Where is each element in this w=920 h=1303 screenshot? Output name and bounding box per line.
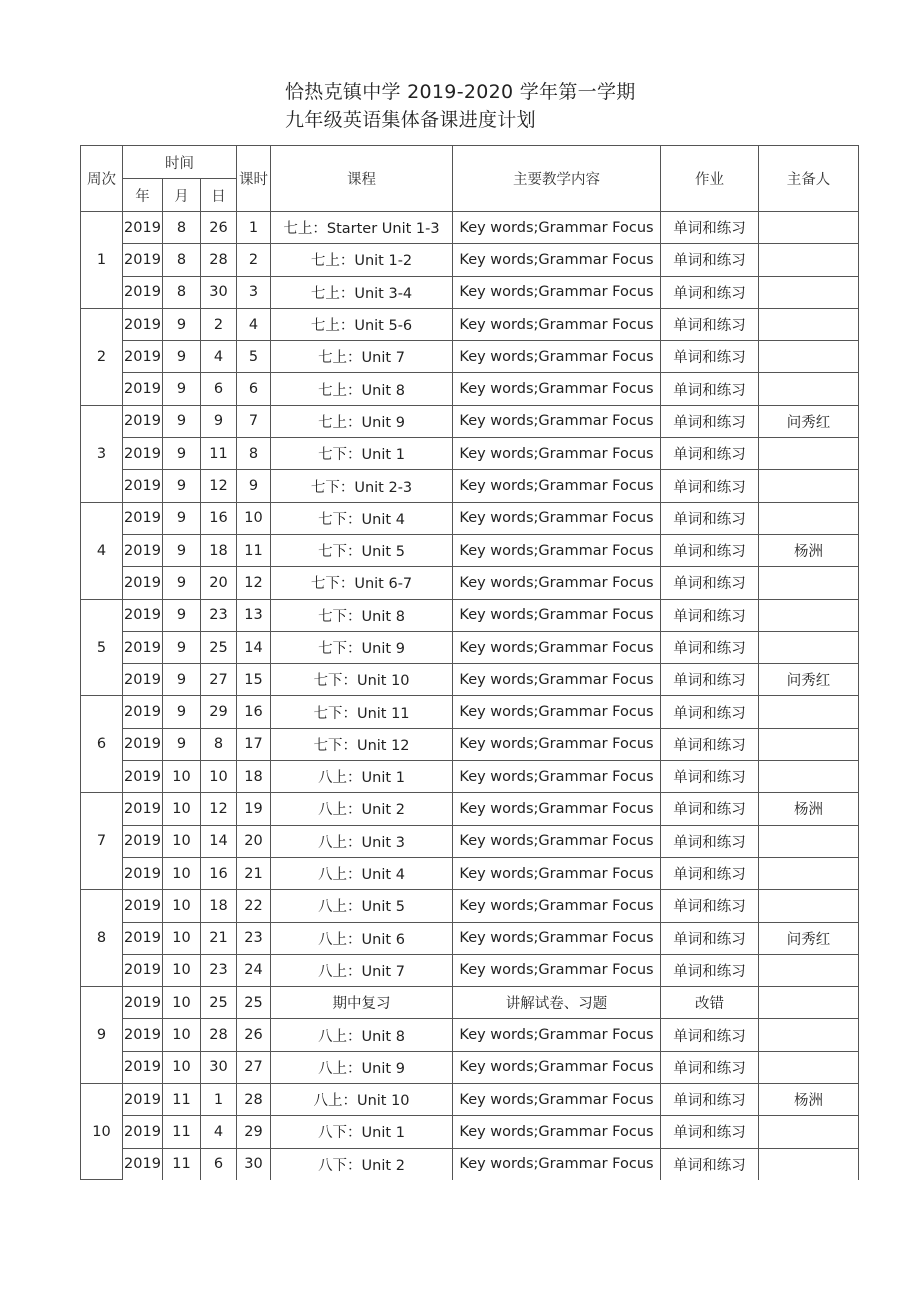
cell-homework: 单词和练习 bbox=[661, 1116, 759, 1148]
cell-year: 2019 bbox=[123, 567, 163, 599]
cell-year: 2019 bbox=[123, 761, 163, 793]
cell-preparer: 杨洲 bbox=[759, 1084, 859, 1116]
cell-preparer bbox=[759, 1148, 859, 1180]
table-row bbox=[81, 244, 859, 276]
cell-month: 9 bbox=[163, 728, 201, 760]
cell-homework: 单词和练习 bbox=[661, 1148, 759, 1180]
cell-day: 16 bbox=[201, 502, 237, 534]
cell-year: 2019 bbox=[123, 825, 163, 857]
cell-homework: 单词和练习 bbox=[661, 825, 759, 857]
cell-lesson: 15 bbox=[237, 664, 271, 696]
cell-course: 七上：Unit 8 bbox=[271, 373, 453, 405]
cell-month: 10 bbox=[163, 922, 201, 954]
cell-month: 8 bbox=[163, 244, 201, 276]
cell-content: Key words;Grammar Focus bbox=[453, 1116, 661, 1148]
cell-month: 11 bbox=[163, 1116, 201, 1148]
table-row bbox=[81, 1148, 859, 1180]
cell-course: 八上：Unit 6 bbox=[271, 922, 453, 954]
cell-lesson: 5 bbox=[237, 341, 271, 373]
cell-day: 4 bbox=[201, 1116, 237, 1148]
table-row bbox=[81, 631, 859, 663]
cell-content: Key words;Grammar Focus bbox=[453, 276, 661, 308]
cell-course: 八上：Unit 3 bbox=[271, 825, 453, 857]
table-row bbox=[81, 341, 859, 373]
table-row bbox=[81, 954, 859, 986]
cell-lesson: 3 bbox=[237, 276, 271, 308]
cell-content: Key words;Grammar Focus bbox=[453, 825, 661, 857]
cell-lesson: 2 bbox=[237, 244, 271, 276]
cell-month: 9 bbox=[163, 341, 201, 373]
cell-content: Key words;Grammar Focus bbox=[453, 857, 661, 889]
cell-month: 8 bbox=[163, 212, 201, 244]
cell-year: 2019 bbox=[123, 1084, 163, 1116]
cell-preparer bbox=[759, 502, 859, 534]
cell-content: Key words;Grammar Focus bbox=[453, 1019, 661, 1051]
cell-preparer bbox=[759, 1116, 859, 1148]
cell-course: 七下：Unit 6-7 bbox=[271, 567, 453, 599]
cell-day: 6 bbox=[201, 1148, 237, 1180]
cell-preparer: 问秀红 bbox=[759, 405, 859, 437]
week-number: 4 bbox=[81, 502, 123, 599]
cell-day: 12 bbox=[201, 470, 237, 502]
cell-month: 11 bbox=[163, 1148, 201, 1180]
cell-year: 2019 bbox=[123, 1116, 163, 1148]
cell-day: 1 bbox=[201, 1084, 237, 1116]
cell-course: 七上：Unit 3-4 bbox=[271, 276, 453, 308]
cell-month: 9 bbox=[163, 599, 201, 631]
cell-content: Key words;Grammar Focus bbox=[453, 696, 661, 728]
cell-day: 11 bbox=[201, 438, 237, 470]
cell-homework: 单词和练习 bbox=[661, 664, 759, 696]
cell-homework: 单词和练习 bbox=[661, 793, 759, 825]
cell-lesson: 13 bbox=[237, 599, 271, 631]
cell-course: 七下：Unit 8 bbox=[271, 599, 453, 631]
cell-year: 2019 bbox=[123, 276, 163, 308]
cell-preparer bbox=[759, 212, 859, 244]
cell-content: 讲解试卷、习题 bbox=[453, 987, 661, 1019]
table-row bbox=[81, 987, 859, 1019]
cell-content: Key words;Grammar Focus bbox=[453, 341, 661, 373]
cell-homework: 单词和练习 bbox=[661, 373, 759, 405]
cell-day: 20 bbox=[201, 567, 237, 599]
cell-course: 八上：Unit 7 bbox=[271, 954, 453, 986]
table-row bbox=[81, 470, 859, 502]
table-row bbox=[81, 922, 859, 954]
cell-homework: 单词和练习 bbox=[661, 696, 759, 728]
cell-year: 2019 bbox=[123, 890, 163, 922]
cell-month: 10 bbox=[163, 857, 201, 889]
cell-content: Key words;Grammar Focus bbox=[453, 1084, 661, 1116]
cell-homework: 改错 bbox=[661, 987, 759, 1019]
cell-lesson: 24 bbox=[237, 954, 271, 986]
cell-year: 2019 bbox=[123, 470, 163, 502]
table-row bbox=[81, 728, 859, 760]
table-row bbox=[81, 664, 859, 696]
cell-year: 2019 bbox=[123, 857, 163, 889]
cell-homework: 单词和练习 bbox=[661, 276, 759, 308]
cell-day: 2 bbox=[201, 308, 237, 340]
cell-homework: 单词和练习 bbox=[661, 212, 759, 244]
cell-content: Key words;Grammar Focus bbox=[453, 567, 661, 599]
cell-year: 2019 bbox=[123, 954, 163, 986]
cell-homework: 单词和练习 bbox=[661, 308, 759, 340]
cell-year: 2019 bbox=[123, 1051, 163, 1083]
cell-lesson: 8 bbox=[237, 438, 271, 470]
cell-content: Key words;Grammar Focus bbox=[453, 438, 661, 470]
cell-preparer bbox=[759, 696, 859, 728]
cell-preparer: 杨洲 bbox=[759, 793, 859, 825]
header-year: 年 bbox=[123, 179, 163, 212]
cell-content: Key words;Grammar Focus bbox=[453, 761, 661, 793]
header-day: 日 bbox=[201, 179, 237, 212]
cell-month: 9 bbox=[163, 373, 201, 405]
cell-day: 10 bbox=[201, 761, 237, 793]
cell-content: Key words;Grammar Focus bbox=[453, 954, 661, 986]
cell-content: Key words;Grammar Focus bbox=[453, 599, 661, 631]
cell-day: 30 bbox=[201, 276, 237, 308]
cell-month: 9 bbox=[163, 308, 201, 340]
cell-lesson: 4 bbox=[237, 308, 271, 340]
cell-content: Key words;Grammar Focus bbox=[453, 502, 661, 534]
table-row bbox=[81, 1051, 859, 1083]
cell-content: Key words;Grammar Focus bbox=[453, 1148, 661, 1180]
cell-preparer bbox=[759, 244, 859, 276]
cell-day: 18 bbox=[201, 534, 237, 566]
cell-course: 八上：Unit 9 bbox=[271, 1051, 453, 1083]
header-course: 课程 bbox=[271, 146, 453, 212]
week-number: 2 bbox=[81, 308, 123, 405]
cell-course: 八上：Unit 5 bbox=[271, 890, 453, 922]
cell-preparer: 杨洲 bbox=[759, 534, 859, 566]
table-row bbox=[81, 534, 859, 566]
cell-course: 八上：Unit 8 bbox=[271, 1019, 453, 1051]
cell-day: 9 bbox=[201, 405, 237, 437]
cell-year: 2019 bbox=[123, 793, 163, 825]
cell-month: 8 bbox=[163, 276, 201, 308]
cell-course: 期中复习 bbox=[271, 987, 453, 1019]
cell-content: Key words;Grammar Focus bbox=[453, 631, 661, 663]
table-row bbox=[81, 890, 859, 922]
cell-month: 9 bbox=[163, 696, 201, 728]
header-content: 主要教学内容 bbox=[453, 146, 661, 212]
cell-content: Key words;Grammar Focus bbox=[453, 244, 661, 276]
cell-preparer bbox=[759, 857, 859, 889]
cell-month: 9 bbox=[163, 502, 201, 534]
table-row bbox=[81, 438, 859, 470]
header-preparer: 主备人 bbox=[759, 146, 859, 212]
cell-course: 七上：Unit 9 bbox=[271, 405, 453, 437]
cell-year: 2019 bbox=[123, 341, 163, 373]
cell-homework: 单词和练习 bbox=[661, 631, 759, 663]
cell-homework: 单词和练习 bbox=[661, 341, 759, 373]
cell-homework: 单词和练习 bbox=[661, 1019, 759, 1051]
cell-day: 25 bbox=[201, 631, 237, 663]
week-number: 1 bbox=[81, 212, 123, 309]
week-number: 8 bbox=[81, 890, 123, 987]
cell-month: 10 bbox=[163, 1051, 201, 1083]
cell-course: 七上：Starter Unit 1-3 bbox=[271, 212, 453, 244]
cell-month: 9 bbox=[163, 631, 201, 663]
cell-course: 八上：Unit 1 bbox=[271, 761, 453, 793]
cell-lesson: 20 bbox=[237, 825, 271, 857]
cell-homework: 单词和练习 bbox=[661, 728, 759, 760]
cell-homework: 单词和练习 bbox=[661, 567, 759, 599]
table-row bbox=[81, 696, 859, 728]
cell-year: 2019 bbox=[123, 534, 163, 566]
cell-day: 14 bbox=[201, 825, 237, 857]
cell-lesson: 17 bbox=[237, 728, 271, 760]
cell-month: 9 bbox=[163, 664, 201, 696]
table-row bbox=[81, 373, 859, 405]
week-number: 6 bbox=[81, 696, 123, 793]
cell-year: 2019 bbox=[123, 373, 163, 405]
cell-content: Key words;Grammar Focus bbox=[453, 212, 661, 244]
week-number: 9 bbox=[81, 987, 123, 1084]
cell-day: 12 bbox=[201, 793, 237, 825]
cell-lesson: 29 bbox=[237, 1116, 271, 1148]
cell-lesson: 7 bbox=[237, 405, 271, 437]
cell-lesson: 14 bbox=[237, 631, 271, 663]
cell-lesson: 21 bbox=[237, 857, 271, 889]
cell-year: 2019 bbox=[123, 987, 163, 1019]
table-row bbox=[81, 308, 859, 340]
cell-content: Key words;Grammar Focus bbox=[453, 793, 661, 825]
cell-content: Key words;Grammar Focus bbox=[453, 373, 661, 405]
cell-month: 10 bbox=[163, 954, 201, 986]
week-number: 5 bbox=[81, 599, 123, 696]
cell-preparer bbox=[759, 728, 859, 760]
cell-homework: 单词和练习 bbox=[661, 857, 759, 889]
table-row bbox=[81, 793, 859, 825]
cell-month: 10 bbox=[163, 825, 201, 857]
cell-day: 8 bbox=[201, 728, 237, 760]
cell-content: Key words;Grammar Focus bbox=[453, 664, 661, 696]
cell-course: 七下：Unit 9 bbox=[271, 631, 453, 663]
cell-day: 16 bbox=[201, 857, 237, 889]
cell-lesson: 11 bbox=[237, 534, 271, 566]
cell-lesson: 28 bbox=[237, 1084, 271, 1116]
document-subtitle: 九年级英语集体备课进度计划 bbox=[285, 109, 536, 131]
cell-course: 七下：Unit 1 bbox=[271, 438, 453, 470]
table-row bbox=[81, 825, 859, 857]
cell-preparer bbox=[759, 761, 859, 793]
cell-year: 2019 bbox=[123, 438, 163, 470]
table-row bbox=[81, 567, 859, 599]
cell-preparer bbox=[759, 438, 859, 470]
table-row bbox=[81, 599, 859, 631]
cell-course: 八上：Unit 2 bbox=[271, 793, 453, 825]
cell-preparer bbox=[759, 599, 859, 631]
cell-year: 2019 bbox=[123, 308, 163, 340]
cell-course: 七下：Unit 12 bbox=[271, 728, 453, 760]
cell-day: 29 bbox=[201, 696, 237, 728]
cell-homework: 单词和练习 bbox=[661, 599, 759, 631]
cell-homework: 单词和练习 bbox=[661, 1051, 759, 1083]
header-homework: 作业 bbox=[661, 146, 759, 212]
cell-preparer bbox=[759, 1051, 859, 1083]
cell-homework: 单词和练习 bbox=[661, 890, 759, 922]
cell-year: 2019 bbox=[123, 212, 163, 244]
table-row bbox=[81, 212, 859, 244]
week-number: 3 bbox=[81, 405, 123, 502]
cell-lesson: 16 bbox=[237, 696, 271, 728]
cell-lesson: 26 bbox=[237, 1019, 271, 1051]
cell-course: 七下：Unit 4 bbox=[271, 502, 453, 534]
table-row bbox=[81, 1084, 859, 1116]
cell-preparer bbox=[759, 987, 859, 1019]
cell-course: 七上：Unit 5-6 bbox=[271, 308, 453, 340]
cell-content: Key words;Grammar Focus bbox=[453, 922, 661, 954]
cell-day: 23 bbox=[201, 599, 237, 631]
cell-month: 10 bbox=[163, 793, 201, 825]
cell-day: 4 bbox=[201, 341, 237, 373]
header-week: 周次 bbox=[81, 146, 123, 212]
cell-lesson: 23 bbox=[237, 922, 271, 954]
cell-homework: 单词和练习 bbox=[661, 954, 759, 986]
cell-lesson: 22 bbox=[237, 890, 271, 922]
cell-preparer bbox=[759, 567, 859, 599]
table-row bbox=[81, 1019, 859, 1051]
cell-year: 2019 bbox=[123, 502, 163, 534]
cell-lesson: 19 bbox=[237, 793, 271, 825]
cell-course: 八上：Unit 10 bbox=[271, 1084, 453, 1116]
cell-day: 27 bbox=[201, 664, 237, 696]
cell-day: 28 bbox=[201, 244, 237, 276]
cell-year: 2019 bbox=[123, 728, 163, 760]
cell-month: 10 bbox=[163, 987, 201, 1019]
cell-course: 七上：Unit 1-2 bbox=[271, 244, 453, 276]
cell-lesson: 10 bbox=[237, 502, 271, 534]
table-row bbox=[81, 857, 859, 889]
cell-month: 9 bbox=[163, 438, 201, 470]
cell-lesson: 9 bbox=[237, 470, 271, 502]
schedule-table bbox=[80, 145, 859, 1180]
cell-month: 9 bbox=[163, 534, 201, 566]
cell-month: 11 bbox=[163, 1084, 201, 1116]
table-row bbox=[81, 502, 859, 534]
cell-preparer bbox=[759, 276, 859, 308]
cell-day: 18 bbox=[201, 890, 237, 922]
cell-month: 9 bbox=[163, 405, 201, 437]
cell-day: 30 bbox=[201, 1051, 237, 1083]
cell-homework: 单词和练习 bbox=[661, 922, 759, 954]
cell-course: 八下：Unit 1 bbox=[271, 1116, 453, 1148]
cell-course: 八上：Unit 4 bbox=[271, 857, 453, 889]
cell-preparer bbox=[759, 890, 859, 922]
cell-content: Key words;Grammar Focus bbox=[453, 405, 661, 437]
cell-course: 七下：Unit 2-3 bbox=[271, 470, 453, 502]
cell-lesson: 30 bbox=[237, 1148, 271, 1180]
cell-lesson: 27 bbox=[237, 1051, 271, 1083]
cell-month: 9 bbox=[163, 470, 201, 502]
header-lesson: 课时 bbox=[237, 146, 271, 212]
cell-course: 八下：Unit 2 bbox=[271, 1148, 453, 1180]
cell-homework: 单词和练习 bbox=[661, 761, 759, 793]
cell-course: 七下：Unit 11 bbox=[271, 696, 453, 728]
cell-course: 七上：Unit 7 bbox=[271, 341, 453, 373]
cell-year: 2019 bbox=[123, 696, 163, 728]
cell-preparer bbox=[759, 631, 859, 663]
cell-content: Key words;Grammar Focus bbox=[453, 728, 661, 760]
cell-lesson: 25 bbox=[237, 987, 271, 1019]
cell-preparer bbox=[759, 1019, 859, 1051]
document-title: 恰热克镇中学 2019-2020 学年第一学期 bbox=[285, 81, 636, 103]
cell-content: Key words;Grammar Focus bbox=[453, 890, 661, 922]
cell-homework: 单词和练习 bbox=[661, 470, 759, 502]
cell-course: 七下：Unit 10 bbox=[271, 664, 453, 696]
cell-content: Key words;Grammar Focus bbox=[453, 470, 661, 502]
cell-year: 2019 bbox=[123, 405, 163, 437]
cell-year: 2019 bbox=[123, 244, 163, 276]
cell-preparer bbox=[759, 954, 859, 986]
cell-lesson: 6 bbox=[237, 373, 271, 405]
cell-month: 10 bbox=[163, 890, 201, 922]
cell-lesson: 12 bbox=[237, 567, 271, 599]
cell-preparer bbox=[759, 470, 859, 502]
header-month: 月 bbox=[163, 179, 201, 212]
table-row bbox=[81, 761, 859, 793]
cell-year: 2019 bbox=[123, 922, 163, 954]
cell-preparer: 问秀红 bbox=[759, 922, 859, 954]
cell-day: 6 bbox=[201, 373, 237, 405]
cell-preparer bbox=[759, 825, 859, 857]
cell-lesson: 1 bbox=[237, 212, 271, 244]
cell-preparer bbox=[759, 373, 859, 405]
cell-content: Key words;Grammar Focus bbox=[453, 1051, 661, 1083]
cell-year: 2019 bbox=[123, 1019, 163, 1051]
cell-preparer bbox=[759, 341, 859, 373]
cell-year: 2019 bbox=[123, 599, 163, 631]
cell-homework: 单词和练习 bbox=[661, 244, 759, 276]
cell-day: 28 bbox=[201, 1019, 237, 1051]
cell-homework: 单词和练习 bbox=[661, 1084, 759, 1116]
cell-day: 21 bbox=[201, 922, 237, 954]
cell-day: 26 bbox=[201, 212, 237, 244]
table-row bbox=[81, 405, 859, 437]
header-time: 时间 bbox=[123, 146, 237, 179]
cell-year: 2019 bbox=[123, 631, 163, 663]
cell-year: 2019 bbox=[123, 1148, 163, 1180]
cell-day: 23 bbox=[201, 954, 237, 986]
cell-month: 10 bbox=[163, 1019, 201, 1051]
cell-month: 10 bbox=[163, 761, 201, 793]
week-number: 10 bbox=[81, 1084, 123, 1180]
cell-preparer: 问秀红 bbox=[759, 664, 859, 696]
cell-preparer bbox=[759, 308, 859, 340]
cell-lesson: 18 bbox=[237, 761, 271, 793]
cell-course: 七下：Unit 5 bbox=[271, 534, 453, 566]
cell-day: 25 bbox=[201, 987, 237, 1019]
table-row bbox=[81, 1116, 859, 1148]
table-row bbox=[81, 276, 859, 308]
cell-year: 2019 bbox=[123, 664, 163, 696]
cell-homework: 单词和练习 bbox=[661, 438, 759, 470]
cell-homework: 单词和练习 bbox=[661, 502, 759, 534]
cell-homework: 单词和练习 bbox=[661, 405, 759, 437]
cell-content: Key words;Grammar Focus bbox=[453, 534, 661, 566]
cell-homework: 单词和练习 bbox=[661, 534, 759, 566]
week-number: 7 bbox=[81, 793, 123, 890]
cell-month: 9 bbox=[163, 567, 201, 599]
cell-content: Key words;Grammar Focus bbox=[453, 308, 661, 340]
